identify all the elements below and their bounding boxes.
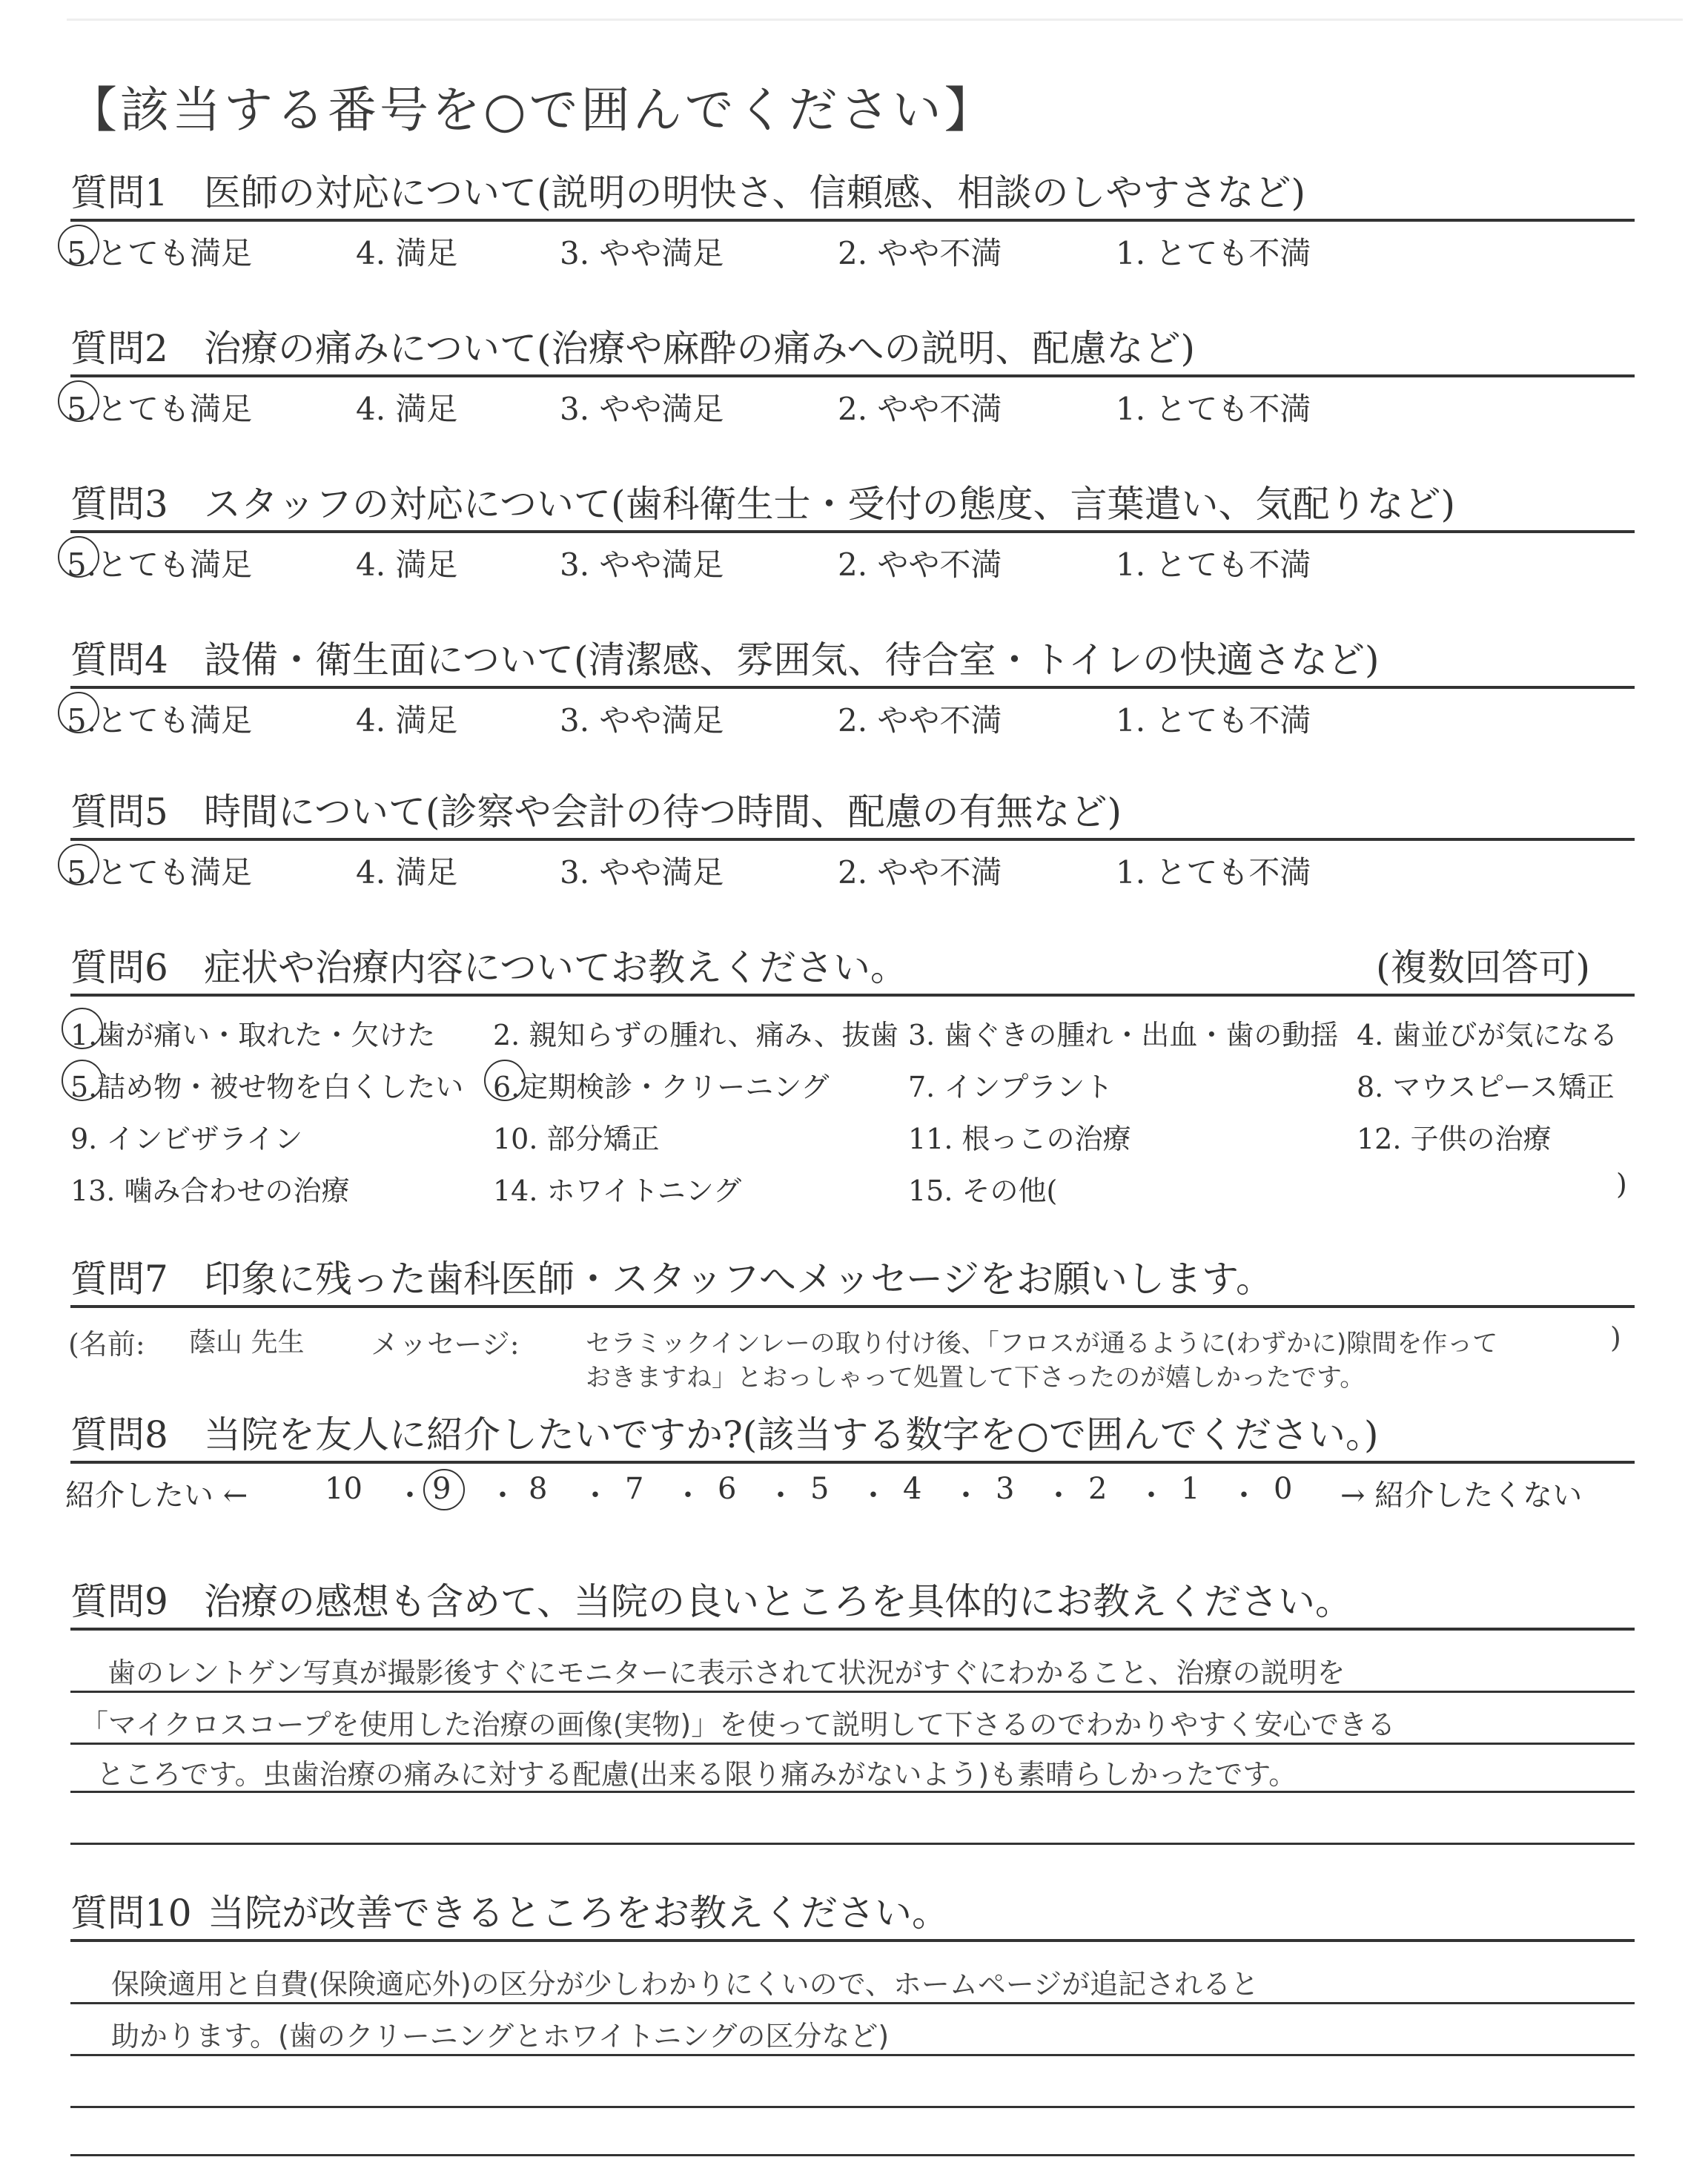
- q6-option-9[interactable]: 9. インビザライン: [70, 1123, 303, 1155]
- selection-circle: [58, 536, 99, 578]
- question-title: 治療の感想も含めて、当院の良いところを具体的にお教えください。: [204, 1580, 1352, 1623]
- rating-options: [67, 377, 1635, 429]
- answer-rule: [70, 2154, 1635, 2156]
- rating-option-3[interactable]: 3. やや満足: [560, 854, 724, 891]
- scale-left-label: 紹介したい ←: [65, 1479, 248, 1513]
- rating-option-3[interactable]: 3. やや満足: [560, 391, 724, 427]
- rating-option-2[interactable]: 2. やや不満: [838, 235, 1002, 271]
- question-1: [67, 167, 1635, 274]
- question-7: [70, 1253, 1635, 1308]
- q6-option-10[interactable]: 10. 部分矯正: [493, 1123, 660, 1155]
- question-title: 医師の対応について(説明の明快さ、信頼感、相談のしやすさなど): [204, 171, 1306, 214]
- question-title: 症状や治療内容についてお教えください。: [204, 946, 907, 989]
- question-number: 質問6: [70, 946, 168, 989]
- question-title: 設備・衛生面について(清潔感、雰囲気、待合室・トイレの快適さなど): [204, 638, 1380, 681]
- rating-options: [67, 689, 1635, 741]
- rating-option-3[interactable]: 3. やや満足: [560, 235, 724, 271]
- scale-4[interactable]: 4: [903, 1472, 922, 1506]
- rating-option-4[interactable]: 4. 満足: [356, 235, 458, 271]
- q6-option-2[interactable]: 2. 親知らずの腫れ、痛み、抜歯: [493, 1019, 898, 1051]
- message-line-1[interactable]: セラミックインレーの取り付け後、「フロスが通るように(わずかに)隙間を作って: [586, 1329, 1498, 1358]
- rating-option-1[interactable]: 1. とても不満: [1116, 702, 1311, 739]
- question-number: 質問8: [70, 1413, 168, 1456]
- question-2: [67, 323, 1635, 429]
- answer-rule: [70, 1691, 1635, 1693]
- scale-6[interactable]: 6: [718, 1472, 737, 1506]
- selection-circle: [62, 1060, 103, 1101]
- question-8: [70, 1409, 1635, 1464]
- question-title: 治療の痛みについて(治療や麻酔の痛みへの説明、配慮など): [204, 327, 1196, 370]
- question-title: スタッフの対応について(歯科衛生士・受付の態度、言葉遣い、気配りなど): [204, 483, 1456, 526]
- rating-option-4[interactable]: 4. 満足: [356, 391, 458, 427]
- page-heading: 【該当する番号を○で囲んでください】: [68, 82, 996, 139]
- q6-option-13[interactable]: 13. 噛み合わせの治療: [70, 1175, 350, 1207]
- answer-line-1[interactable]: 保険適用と自費(保険適応外)の区分が少しわかりにくいので、ホームページが追記されると: [111, 1968, 1260, 2001]
- question-5: [67, 786, 1635, 893]
- underline: [70, 994, 1635, 997]
- question-10: [70, 1887, 1635, 1942]
- answer-rule: [70, 1743, 1635, 1745]
- q6-other-close: ): [1616, 1168, 1627, 1200]
- answer-rule: [70, 2106, 1635, 2108]
- q6-option-7[interactable]: 7. インプラント: [908, 1071, 1113, 1103]
- answer-line-2[interactable]: 「マイクロスコープを使用した治療の画像(実物)」を使って説明して下さるのでわかりやすく安心できる: [80, 1708, 1396, 1741]
- question-number: 質問1: [70, 171, 168, 214]
- answer-rule: [70, 1791, 1635, 1793]
- top-border: [67, 19, 1683, 21]
- scale-10[interactable]: 10: [325, 1472, 363, 1506]
- rating-options: [67, 222, 1635, 274]
- selection-circle: [58, 692, 99, 733]
- recommend-scale: 紹介したい ← 10 ・ 9 ・ 8 ・ 7 ・ 6 ・ 5 ・ 4 ・ 3 ・ 2 ・ 1 ・ 0 → 紹介したくない: [65, 1472, 1644, 1516]
- rating-options: [67, 841, 1635, 893]
- message-label: メッセージ:: [371, 1328, 520, 1361]
- rating-option-5[interactable]: 5.とても満足: [67, 696, 252, 741]
- selection-circle: [58, 380, 99, 422]
- question-number: 質問4: [70, 638, 168, 681]
- question-number: 質問2: [70, 327, 168, 370]
- question-6: [70, 942, 1635, 997]
- name-label: (名前:: [68, 1328, 145, 1361]
- q6-option-15[interactable]: 15. その他(: [908, 1175, 1058, 1207]
- answer-rule: [70, 2002, 1635, 2004]
- multiple-answer-note: (複数回答可): [1375, 946, 1590, 989]
- question-number: 質問9: [70, 1580, 168, 1623]
- question-4: [67, 634, 1635, 741]
- answer-rule: [70, 2054, 1635, 2056]
- rating-option-1[interactable]: 1. とても不満: [1116, 235, 1311, 271]
- rating-option-3[interactable]: 3. やや満足: [560, 702, 724, 739]
- selection-circle: [62, 1008, 103, 1049]
- rating-option-5[interactable]: 5.とても満足: [67, 229, 252, 274]
- rating-option-5[interactable]: 5.とても満足: [67, 541, 252, 585]
- question-number: 質問5: [70, 790, 168, 833]
- question-title: 印象に残った歯科医師・スタッフへメッセージをお願いします。: [204, 1258, 1273, 1301]
- rating-option-4[interactable]: 4. 満足: [356, 854, 458, 891]
- question-title: 時間について(診察や会計の待つ時間、配慮の有無など): [204, 790, 1122, 833]
- rating-options: [67, 533, 1635, 585]
- question-title: 当院を友人に紹介したいですか?(該当する数字を○で囲んでください。): [204, 1413, 1379, 1456]
- scale-1[interactable]: 1: [1181, 1472, 1200, 1506]
- scale-2[interactable]: 2: [1088, 1472, 1108, 1506]
- question-3: [67, 478, 1635, 585]
- underline: [70, 1461, 1635, 1464]
- q6-option-3[interactable]: 3. 歯ぐきの腫れ・出血・歯の動揺: [908, 1019, 1339, 1051]
- q6-option-4[interactable]: 4. 歯並びが気になる: [1357, 1019, 1618, 1051]
- rating-option-2[interactable]: 2. やや不満: [838, 546, 1002, 583]
- underline: [70, 1628, 1635, 1631]
- underline: [70, 1305, 1635, 1308]
- scale-8[interactable]: 8: [529, 1472, 548, 1506]
- rating-option-4[interactable]: 4. 満足: [356, 702, 458, 739]
- answer-line-3[interactable]: ところです。虫歯治療の痛みに対する配慮(出来る限り痛みがないよう)も素晴らしかったです。: [96, 1758, 1297, 1791]
- question-title: 当院が改善できるところをお教えください。: [208, 1892, 949, 1935]
- rating-option-2[interactable]: 2. やや不満: [838, 702, 1002, 739]
- scale-7[interactable]: 7: [625, 1472, 644, 1506]
- selection-circle: [58, 225, 99, 266]
- rating-option-2[interactable]: 2. やや不満: [838, 391, 1002, 427]
- message-line-2[interactable]: おきますね」とおっしゃって処置して下さったのが嬉しかったです。: [586, 1363, 1366, 1393]
- q6-option-1[interactable]: 1.歯が痛い・取れた・欠けた: [70, 1012, 435, 1053]
- answer-line-2[interactable]: 助かります。(歯のクリーニングとホワイトニングの区分など): [111, 2020, 890, 2052]
- answer-line-1[interactable]: 歯のレントゲン写真が撮影後すぐにモニターに表示されて状況がすぐにわかること、治療の説明を: [107, 1657, 1345, 1689]
- scale-3[interactable]: 3: [996, 1472, 1015, 1506]
- selection-circle: [484, 1060, 526, 1101]
- name-value[interactable]: 蔭山 先生: [189, 1327, 305, 1358]
- scale-5[interactable]: 5: [810, 1472, 830, 1506]
- rating-option-4[interactable]: 4. 満足: [356, 546, 458, 583]
- rating-option-3[interactable]: 3. やや満足: [560, 546, 724, 583]
- q6-option-12[interactable]: 12. 子供の治療: [1357, 1123, 1552, 1155]
- rating-option-1[interactable]: 1. とても不満: [1116, 854, 1311, 891]
- question-number: 質問7: [70, 1258, 168, 1301]
- message-close: ): [1610, 1321, 1621, 1354]
- rating-option-5[interactable]: 5.とても満足: [67, 385, 252, 429]
- rating-option-1[interactable]: 1. とても不満: [1116, 391, 1311, 427]
- rating-option-1[interactable]: 1. とても不満: [1116, 546, 1311, 583]
- q6-option-14[interactable]: 14. ホワイトニング: [493, 1175, 742, 1207]
- q6-option-6[interactable]: 6.定期検診・クリーニング: [493, 1064, 830, 1105]
- q6-option-5[interactable]: 5.詰め物・被せ物を白くしたい: [70, 1064, 463, 1105]
- question-9: [70, 1576, 1635, 1631]
- question-number: 質問3: [70, 483, 168, 526]
- q6-option-11[interactable]: 11. 根っこの治療: [908, 1123, 1131, 1155]
- question-number: 質問10: [70, 1892, 192, 1935]
- scale-right-label: → 紹介したくない: [1340, 1479, 1583, 1513]
- underline: [70, 1939, 1635, 1942]
- rating-option-5[interactable]: 5.とても満足: [67, 848, 252, 893]
- answer-rule: [70, 1843, 1635, 1845]
- selection-circle: [58, 844, 99, 885]
- q6-option-8[interactable]: 8. マウスピース矯正: [1357, 1071, 1615, 1103]
- scale-0[interactable]: 0: [1274, 1472, 1293, 1506]
- rating-option-2[interactable]: 2. やや不満: [838, 854, 1002, 891]
